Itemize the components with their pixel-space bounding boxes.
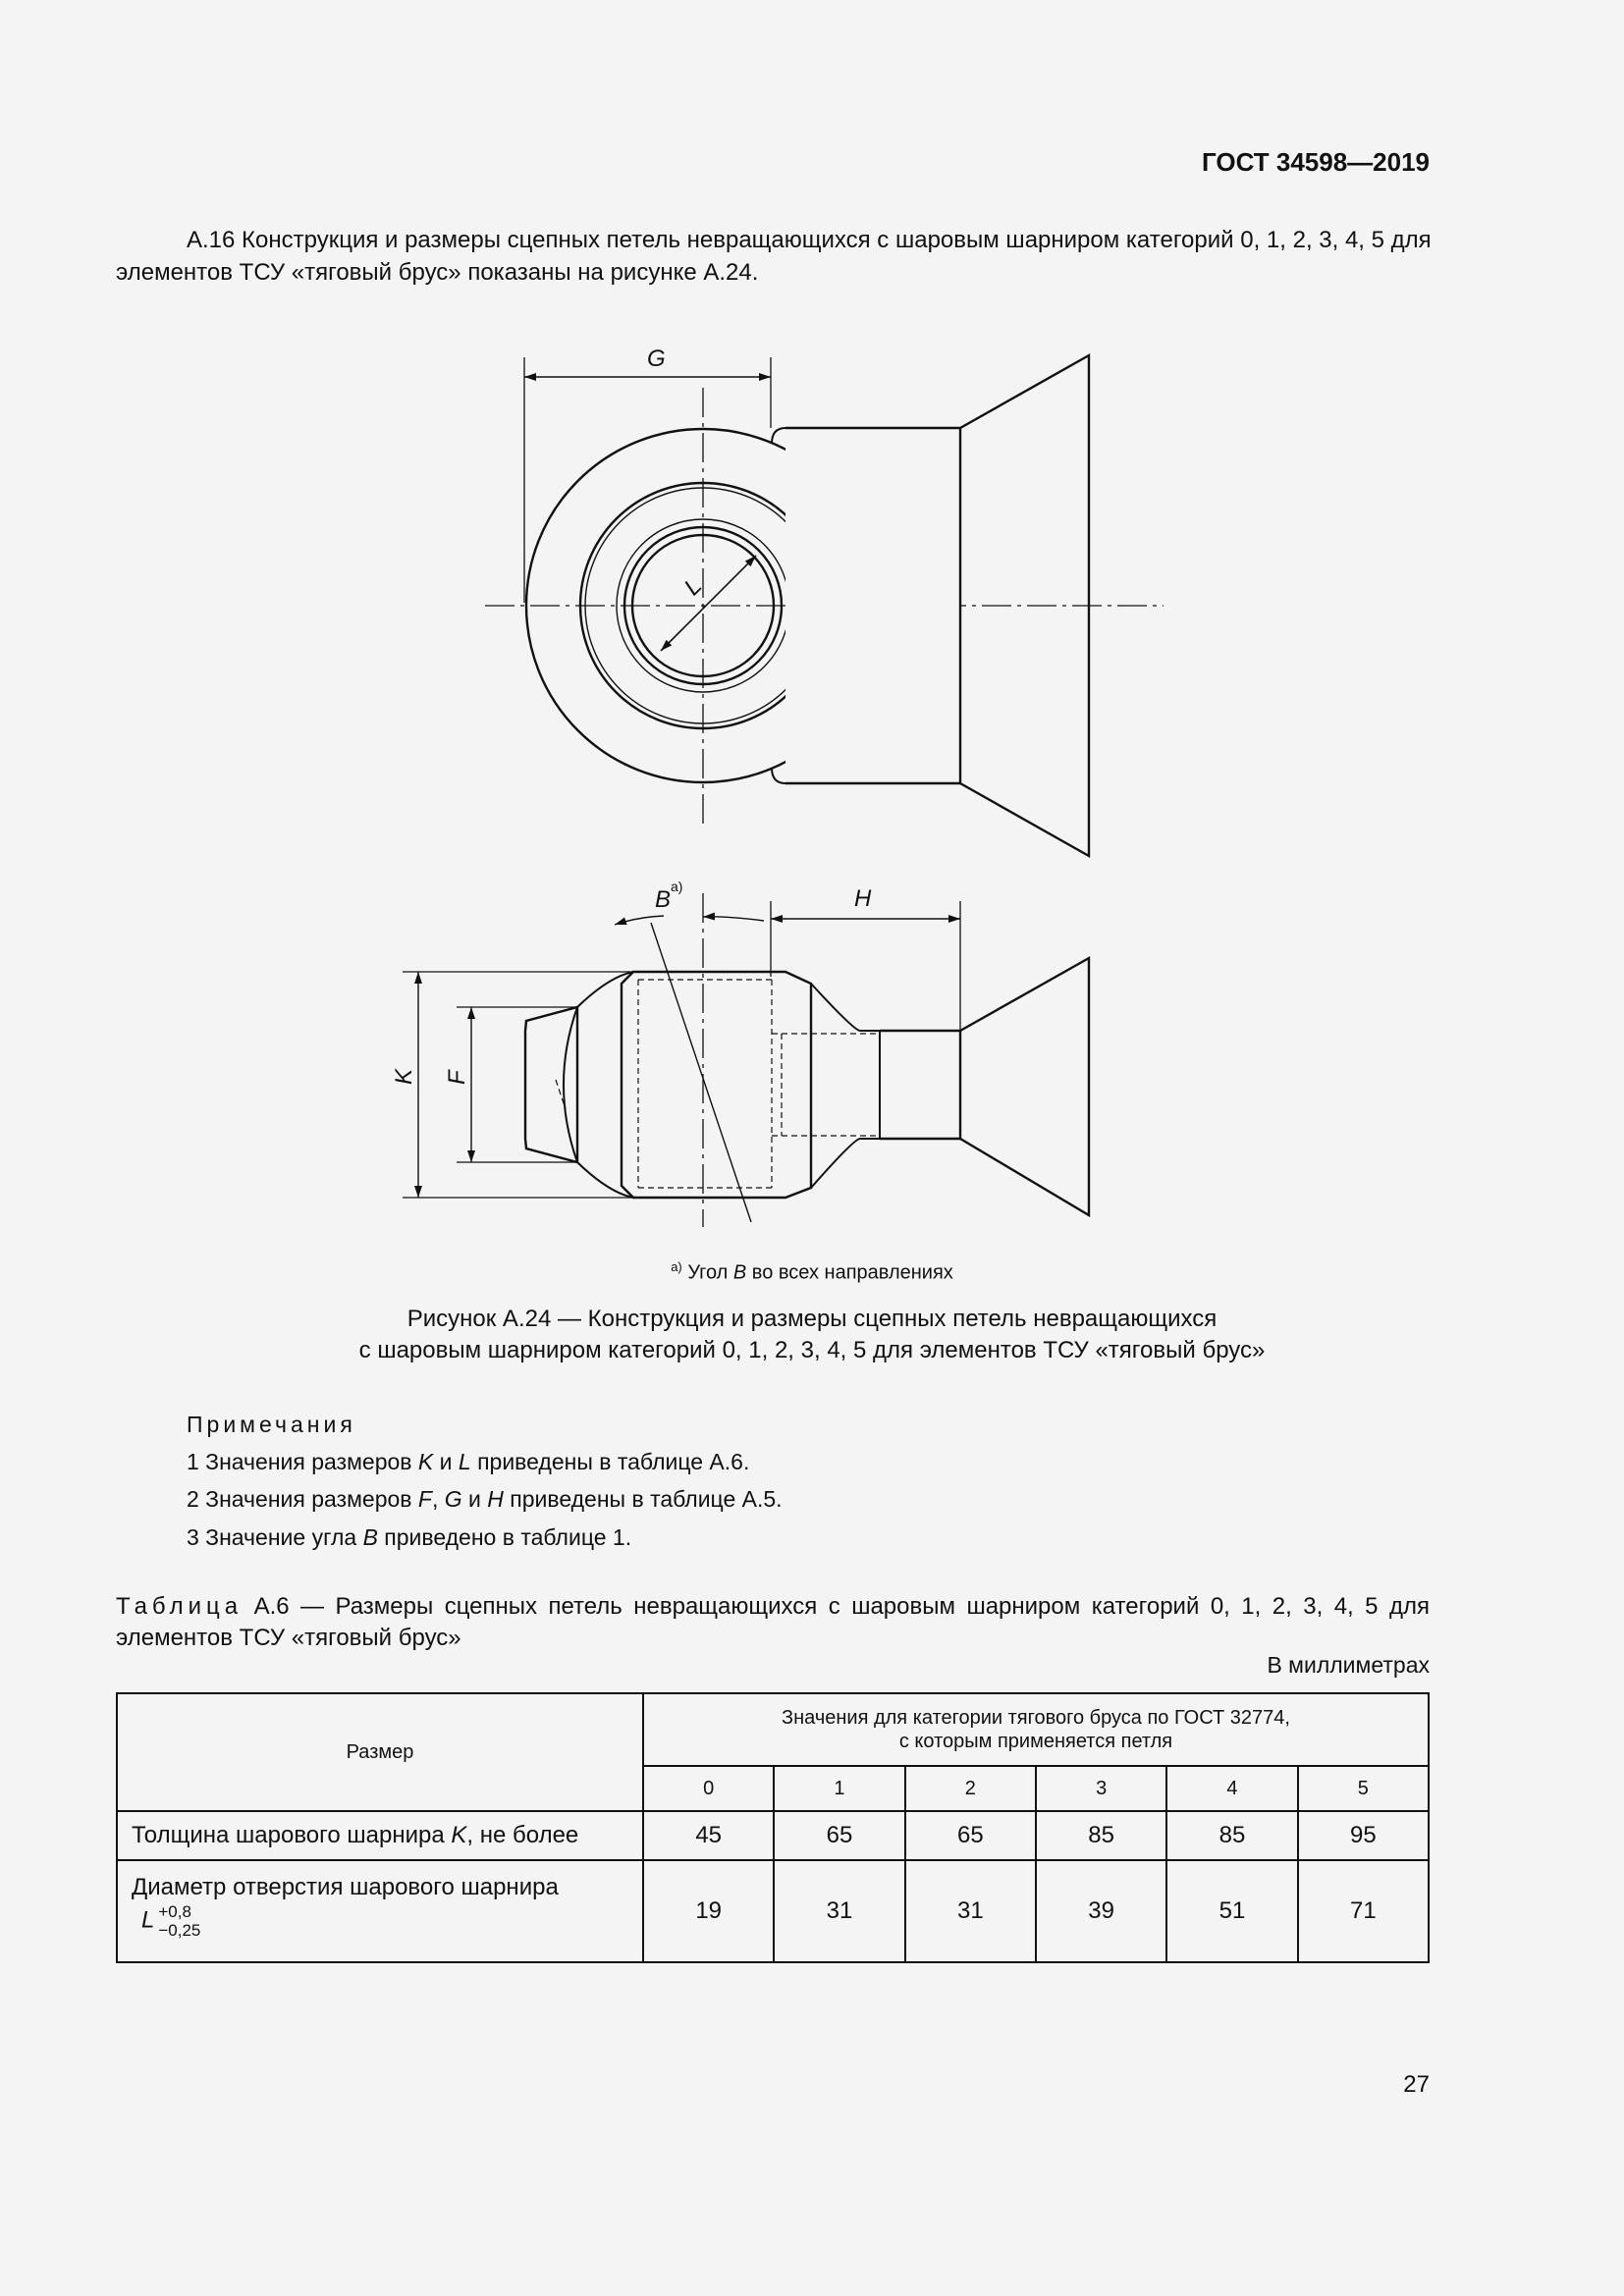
label-K: K [391, 1068, 417, 1085]
note-3: 3 Значение угла B приведено в таблице 1. [187, 1524, 632, 1550]
value-cell: 85 [1166, 1811, 1297, 1860]
table-row [117, 1811, 1429, 1860]
value-cell: 19 [643, 1860, 774, 1962]
label-B-note: а) [671, 879, 683, 894]
value-cell: 39 [1036, 1860, 1166, 1962]
value-cell: 31 [774, 1860, 904, 1962]
dimensions-table [116, 1692, 1430, 1963]
category-cell: 5 [1298, 1766, 1429, 1811]
category-cell: 0 [643, 1766, 774, 1811]
value-cell: 45 [643, 1811, 774, 1860]
table-title: Таблица А.6 — Размеры сцепных петель невращающихся с шаровым шарниром категорий 0, 1, 2, 3, 4, 5 для элементов ТСУ «тяговый брус» [116, 1593, 1430, 1651]
category-cell: 4 [1166, 1766, 1297, 1811]
table-units: В миллиметрах [1267, 1652, 1430, 1678]
table-row [117, 1860, 1429, 1962]
label-F: F [444, 1070, 470, 1085]
label-H: H [854, 885, 872, 912]
value-cell: 85 [1036, 1811, 1166, 1860]
category-cell: 3 [1036, 1766, 1166, 1811]
row-label: Толщина шарового шарнира K, не более [117, 1811, 643, 1860]
category-cell: 1 [774, 1766, 904, 1811]
caption-line-1: Рисунок А.24 — Конструкция и размеры сцепных петель невращающихся [406, 1306, 1218, 1332]
caption-line-2: с шаровым шарниром категорий 0, 1, 2, 3, 4, 5 для элементов ТСУ «тяговый брус» [358, 1337, 1266, 1363]
table-title-word: Таблица [116, 1593, 244, 1620]
value-cell: 65 [905, 1811, 1036, 1860]
value-cell: 65 [774, 1811, 904, 1860]
label-G: G [647, 346, 666, 372]
figure-caption [196, 1304, 1428, 1366]
row-label: Диаметр отверстия шарового шарнира L +0,8 −0,25 [117, 1860, 643, 1962]
header-size: Размер [117, 1693, 643, 1811]
header-values: Значения для категории тягового бруса по ГОСТ 32774, с которым применяется петля [643, 1693, 1429, 1766]
footnote-mark: а) [671, 1259, 682, 1274]
row-var: L [141, 1906, 155, 1934]
figure-footnote: $^{а)}$ Угол B во всех направлениях [671, 1259, 953, 1284]
notes-title: Примечания [187, 1412, 356, 1437]
note-2: 2 Значения размеров F, G и H приведены в таблице А.5. [187, 1486, 783, 1512]
standard-header: ГОСТ 34598—2019 [1202, 147, 1430, 177]
category-cell: 2 [905, 1766, 1036, 1811]
top-view [485, 355, 1164, 856]
value-cell: 71 [1298, 1860, 1429, 1962]
page-number: 27 [1403, 2071, 1430, 2098]
note-1: 1 Значения размеров K и L приведены в таблице А.6. [187, 1449, 750, 1474]
label-L: L [678, 572, 708, 602]
value-cell: 95 [1298, 1811, 1429, 1860]
value-cell: 51 [1166, 1860, 1297, 1962]
value-cell: 31 [905, 1860, 1036, 1962]
label-B: B [655, 886, 672, 913]
intro-text: А.16 Конструкция и размеры сцепных петель невращающихся с шаровым шарниром категорий 0, 1, 2, 3, 4, 5 для элементов ТСУ «тяговый брус» показаны на рисунке А.24. [116, 227, 1432, 286]
side-view [403, 893, 1089, 1227]
